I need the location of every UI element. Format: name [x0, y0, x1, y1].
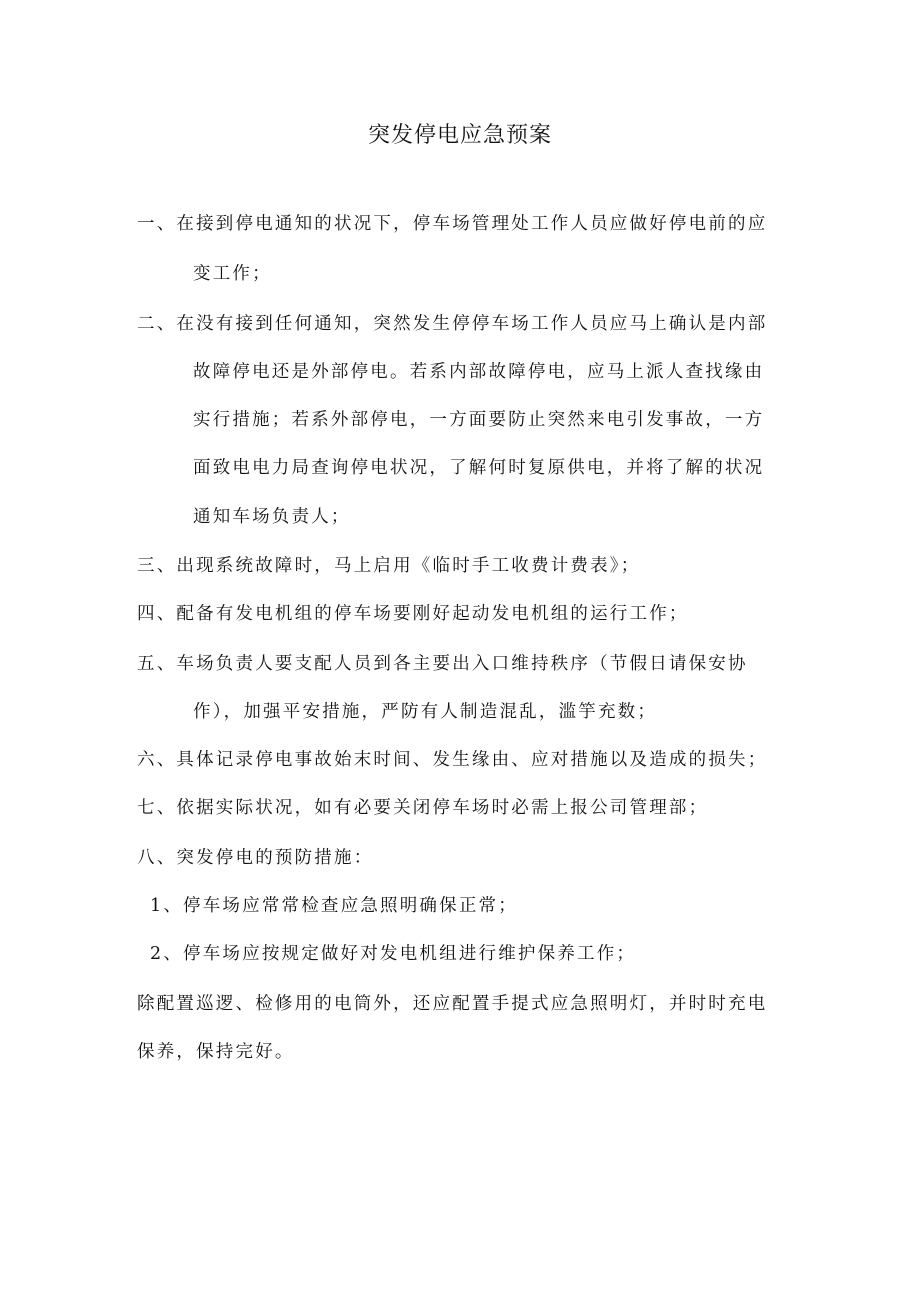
paragraph-line: 八、突发停电的预防措施：	[137, 848, 374, 868]
paragraph-line: 六、具体记录停电事故始末时间、发生缘由、应对措施以及造成的损失；	[137, 750, 768, 770]
paragraph-line: 五、车场负责人要支配人员到各主要出入口维持秩序（节假日请保安协	[137, 654, 748, 674]
paragraph-line: 一、在接到停电通知的状况下，停车场管理处工作人员应做好停电前的应	[137, 214, 768, 234]
list-item: 2、停车场应按规定做好对发电机组进行维护保养工作；	[150, 944, 637, 964]
paragraph-line: 作），加强平安措施，严防有人制造混乱，滥竽充数；	[193, 702, 658, 722]
paragraph-line: 四、配备有发电机组的停车场要刚好起动发电机组的运行工作；	[137, 604, 689, 624]
paragraph-line: 面致电电力局查询停电状况，了解何时复原供电，并将了解的状况	[193, 458, 765, 478]
list-item: 1、停车场应常常检查应急照明确保正常；	[150, 896, 518, 916]
paragraph-line: 保养，保持完好。	[137, 1042, 295, 1062]
paragraph-line: 二、在没有接到任何通知，突然发生停停车场工作人员应马上确认是内部	[137, 314, 768, 334]
paragraph-line: 实行措施；若系外部停电，一方面要防止突然来电引发事故，一方	[193, 410, 765, 430]
document-title: 突发停电应急预案	[367, 123, 552, 148]
paragraph-line: 故障停电还是外部停电。若系内部故障停电，应马上派人查找缘由	[193, 362, 765, 382]
paragraph-line: 七、依据实际状况，如有必要关闭停车场时必需上报公司管理部；	[137, 798, 709, 818]
paragraph-line: 三、出现系统故障时，马上启用《临时手工收费计费表》；	[137, 556, 641, 576]
paragraph-line: 通知车场负责人；	[193, 507, 351, 527]
paragraph-line: 除配置巡逻、检修用的电筒外，还应配置手提式应急照明灯，并时时充电	[137, 994, 768, 1014]
paragraph-line: 变工作；	[193, 264, 272, 284]
